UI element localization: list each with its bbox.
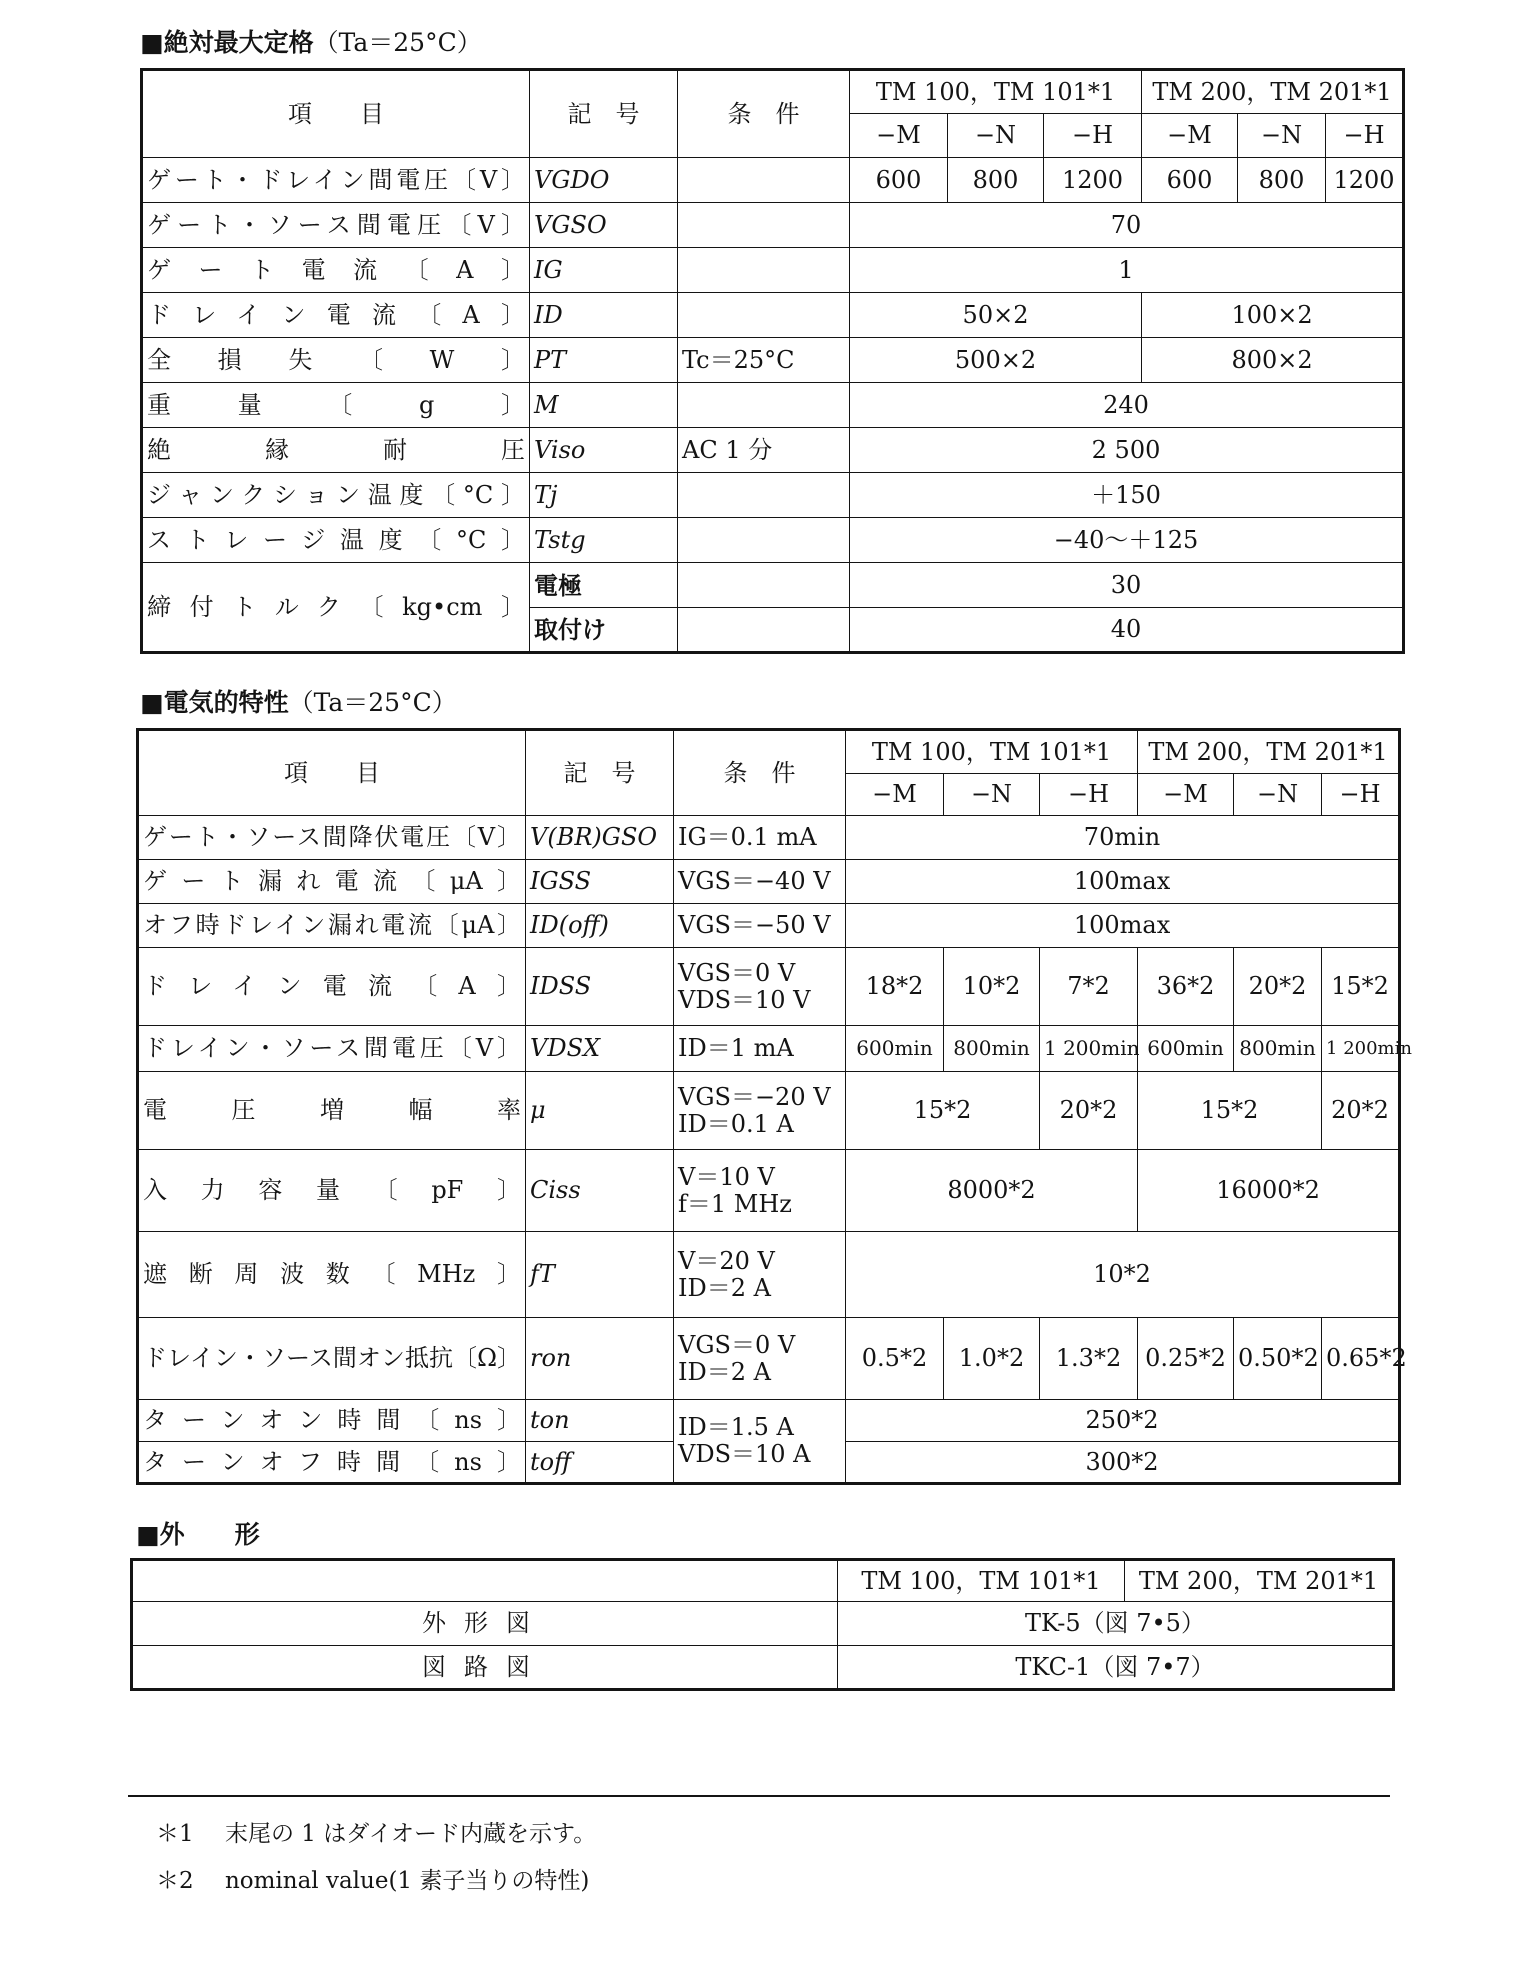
subheader-h: −H bbox=[1326, 114, 1404, 158]
row-item: 絶縁耐圧 bbox=[142, 428, 530, 473]
row-value: 500×2 bbox=[850, 338, 1142, 383]
table-row bbox=[142, 428, 1404, 473]
row-item: 締付トルク〔kg•cm〕 bbox=[142, 563, 530, 653]
table-row bbox=[132, 1646, 1394, 1690]
footnote-mark: ＊2 bbox=[156, 1868, 194, 1894]
condition-line: V＝20 V bbox=[678, 1246, 775, 1275]
row-value: 20*2 bbox=[1234, 948, 1322, 1026]
condition-line: ID＝1 mA bbox=[678, 1034, 794, 1062]
row-item: ドレイン・ソース間オン抵抗〔Ω〕 bbox=[138, 1318, 526, 1400]
row-symbol: ron bbox=[526, 1318, 674, 1400]
condition-line: V＝10 V bbox=[678, 1162, 775, 1191]
row-value: 7*2 bbox=[1040, 948, 1138, 1026]
row-value: 15*2 bbox=[1138, 1072, 1322, 1150]
table-row bbox=[138, 948, 1400, 1026]
abs-max-title: ■絶対最大定格 bbox=[140, 28, 314, 57]
footnote-text: nominal value(1 素子当りの特性) bbox=[224, 1868, 590, 1894]
row-condition bbox=[678, 158, 850, 203]
row-item: ゲート漏れ電流〔μA〕 bbox=[138, 860, 526, 904]
table-row bbox=[142, 383, 1404, 428]
abs-max-section-title bbox=[140, 28, 482, 58]
row-symbol: PT bbox=[530, 338, 678, 383]
subheader-m: −M bbox=[1138, 774, 1234, 816]
footnote-1 bbox=[156, 1815, 596, 1848]
row-symbol: VGDO bbox=[530, 158, 678, 203]
table-row bbox=[138, 1026, 1400, 1072]
outline-value: TK-5（図 7•5） bbox=[838, 1602, 1394, 1646]
row-value: 10*2 bbox=[944, 948, 1040, 1026]
row-value: 0.25*2 bbox=[1138, 1318, 1234, 1400]
row-symbol: IG bbox=[530, 248, 678, 293]
table-row bbox=[142, 293, 1404, 338]
row-condition bbox=[678, 608, 850, 653]
condition-line: VDS＝10 V bbox=[678, 985, 811, 1014]
row-condition bbox=[674, 904, 846, 948]
table-row bbox=[142, 473, 1404, 518]
header-item: 項 目 bbox=[142, 70, 530, 158]
subheader-h: −H bbox=[1044, 114, 1142, 158]
elec-condition: （Ta＝25°C） bbox=[288, 688, 457, 717]
condition-line: VGS＝−50 V bbox=[678, 911, 831, 939]
row-symbol: VDSX bbox=[526, 1026, 674, 1072]
header-group-2: TM 200，TM 201*1 bbox=[1138, 730, 1400, 774]
row-value: 100max bbox=[846, 904, 1400, 948]
row-value: 1.0*2 bbox=[944, 1318, 1040, 1400]
row-value: 0.65*2 bbox=[1322, 1318, 1400, 1400]
condition-line: ID＝0.1 A bbox=[678, 1109, 794, 1138]
row-item: 入力容量〔pF〕 bbox=[138, 1150, 526, 1232]
row-condition bbox=[674, 860, 846, 904]
row-item: 重量〔g〕 bbox=[142, 383, 530, 428]
row-value: 1.3*2 bbox=[1040, 1318, 1138, 1400]
row-symbol: Viso bbox=[530, 428, 678, 473]
outline-col-2: TM 200，TM 201*1 bbox=[1125, 1560, 1394, 1602]
header-condition: 条 件 bbox=[678, 70, 850, 158]
row-condition bbox=[674, 1318, 846, 1400]
row-item: ゲート電流〔A〕 bbox=[142, 248, 530, 293]
header-group-1: TM 100，TM 101*1 bbox=[846, 730, 1138, 774]
row-value: 10*2 bbox=[846, 1232, 1400, 1318]
condition-line: VGS＝−40 V bbox=[678, 867, 831, 895]
row-value: 8000*2 bbox=[846, 1150, 1138, 1232]
table-row bbox=[138, 860, 1400, 904]
table-row bbox=[138, 1400, 1400, 1442]
row-condition bbox=[678, 248, 850, 293]
subheader-m: −M bbox=[850, 114, 948, 158]
row-item: ジャンクション温度〔°C〕 bbox=[142, 473, 530, 518]
row-symbol: IGSS bbox=[526, 860, 674, 904]
row-value: 0.50*2 bbox=[1234, 1318, 1322, 1400]
row-item: 電圧増幅率 bbox=[138, 1072, 526, 1150]
row-item: 遮断周波数〔MHz〕 bbox=[138, 1232, 526, 1318]
row-value: 1200 bbox=[1326, 158, 1404, 203]
row-value: 800min bbox=[1234, 1026, 1322, 1072]
row-symbol: IDSS bbox=[526, 948, 674, 1026]
table-row bbox=[138, 1232, 1400, 1318]
table-row bbox=[138, 1072, 1400, 1150]
row-condition bbox=[678, 383, 850, 428]
table-row bbox=[138, 816, 1400, 860]
subheader-n: −N bbox=[1238, 114, 1326, 158]
row-value: 16000*2 bbox=[1138, 1150, 1400, 1232]
header-symbol: 記 号 bbox=[530, 70, 678, 158]
outline-label: 図路図 bbox=[132, 1646, 838, 1690]
row-value: 70 bbox=[850, 203, 1404, 248]
row-value: 800 bbox=[948, 158, 1044, 203]
row-condition bbox=[678, 293, 850, 338]
abs-max-condition: （Ta＝25°C） bbox=[313, 28, 482, 57]
row-value: 600 bbox=[850, 158, 948, 203]
abs-max-table bbox=[140, 68, 1405, 654]
row-value: 1 200min bbox=[1322, 1026, 1400, 1072]
row-symbol: V(BR)GSO bbox=[526, 816, 674, 860]
row-item: 全損失〔W〕 bbox=[142, 338, 530, 383]
row-item: オフ時ドレイン漏れ電流〔μA〕 bbox=[138, 904, 526, 948]
condition-line: VDS＝10 A bbox=[678, 1440, 811, 1468]
row-symbol: Tstg bbox=[530, 518, 678, 563]
row-item: ターンオフ時間〔ns〕 bbox=[138, 1442, 526, 1484]
outline-label: 外形図 bbox=[132, 1602, 838, 1646]
condition-line: ID＝1.5 A bbox=[678, 1413, 794, 1441]
row-symbol: fT bbox=[526, 1232, 674, 1318]
row-value: 70min bbox=[846, 816, 1400, 860]
row-value: 20*2 bbox=[1040, 1072, 1138, 1150]
row-value: 800 bbox=[1238, 158, 1326, 203]
table-row bbox=[132, 1602, 1394, 1646]
outline-value: TKC-1（図 7•7） bbox=[838, 1646, 1394, 1690]
row-value: 30 bbox=[850, 563, 1404, 608]
row-item: ゲート・ソース間電圧〔V〕 bbox=[142, 203, 530, 248]
footnote-text: 末尾の 1 はダイオード内蔵を示す。 bbox=[224, 1821, 597, 1847]
row-condition bbox=[674, 1232, 846, 1318]
condition-line: f＝1 MHz bbox=[678, 1189, 792, 1218]
subheader-n: −N bbox=[1234, 774, 1322, 816]
row-value: 100×2 bbox=[1142, 293, 1404, 338]
row-value: 800×2 bbox=[1142, 338, 1404, 383]
row-value: 36*2 bbox=[1138, 948, 1234, 1026]
row-value: 300*2 bbox=[846, 1442, 1400, 1484]
row-condition bbox=[674, 1150, 846, 1232]
table-row bbox=[138, 904, 1400, 948]
row-value: 240 bbox=[850, 383, 1404, 428]
row-symbol: μ bbox=[526, 1072, 674, 1150]
row-value: 0.5*2 bbox=[846, 1318, 944, 1400]
subheader-h: −H bbox=[1040, 774, 1138, 816]
table-row bbox=[142, 248, 1404, 293]
row-value: 100max bbox=[846, 860, 1400, 904]
outline-table bbox=[130, 1558, 1395, 1691]
row-condition bbox=[674, 1400, 846, 1484]
row-symbol: toff bbox=[526, 1442, 674, 1484]
elec-section-title bbox=[140, 688, 457, 718]
row-item: ゲート・ソース間降伏電圧〔V〕 bbox=[138, 816, 526, 860]
row-value: 600min bbox=[1138, 1026, 1234, 1072]
header-symbol: 記 号 bbox=[526, 730, 674, 816]
table-row bbox=[142, 158, 1404, 203]
elec-title: ■電気的特性 bbox=[140, 688, 289, 717]
row-condition bbox=[678, 473, 850, 518]
outline-corner bbox=[132, 1560, 838, 1602]
row-symbol: VGSO bbox=[530, 203, 678, 248]
footnote-divider bbox=[128, 1795, 1390, 1797]
row-value: 50×2 bbox=[850, 293, 1142, 338]
row-value: 15*2 bbox=[1322, 948, 1400, 1026]
row-item: ドレイン電流〔A〕 bbox=[142, 293, 530, 338]
condition-line: VGS＝0 V bbox=[678, 1330, 796, 1359]
row-value: 15*2 bbox=[846, 1072, 1040, 1150]
outline-section-title bbox=[136, 1520, 260, 1550]
outline-title: ■外 形 bbox=[136, 1520, 260, 1549]
row-condition: Tc＝25°C bbox=[678, 338, 850, 383]
subheader-m: −M bbox=[1142, 114, 1238, 158]
row-value: 2 500 bbox=[850, 428, 1404, 473]
condition-line: VGS＝−20 V bbox=[678, 1082, 831, 1111]
row-symbol: Tj bbox=[530, 473, 678, 518]
row-value: ＋150 bbox=[850, 473, 1404, 518]
condition-line: VGS＝0 V bbox=[678, 958, 796, 987]
table-row bbox=[138, 1318, 1400, 1400]
row-symbol: 取付け bbox=[530, 608, 678, 653]
subheader-h: −H bbox=[1322, 774, 1400, 816]
header-condition: 条 件 bbox=[674, 730, 846, 816]
row-item: ドレイン電流〔A〕 bbox=[138, 948, 526, 1026]
row-value: 800min bbox=[944, 1026, 1040, 1072]
header-item: 項 目 bbox=[138, 730, 526, 816]
header-group-1: TM 100，TM 101*1 bbox=[850, 70, 1142, 114]
footnote-mark: ＊1 bbox=[156, 1821, 194, 1847]
condition-line: ID＝2 A bbox=[678, 1357, 771, 1386]
row-symbol: ID(off) bbox=[526, 904, 674, 948]
row-item: ターンオン時間〔ns〕 bbox=[138, 1400, 526, 1442]
row-value: 18*2 bbox=[846, 948, 944, 1026]
row-item: ストレージ温度〔°C〕 bbox=[142, 518, 530, 563]
footnote-2 bbox=[156, 1862, 589, 1895]
row-symbol: Ciss bbox=[526, 1150, 674, 1232]
row-condition bbox=[678, 203, 850, 248]
row-value: 40 bbox=[850, 608, 1404, 653]
row-symbol: M bbox=[530, 383, 678, 428]
row-value: 600min bbox=[846, 1026, 944, 1072]
condition-line: IG＝0.1 mA bbox=[678, 823, 817, 851]
outline-col-1: TM 100，TM 101*1 bbox=[838, 1560, 1125, 1602]
row-symbol: 電極 bbox=[530, 563, 678, 608]
row-condition bbox=[674, 1026, 846, 1072]
condition-line: ID＝2 A bbox=[678, 1273, 771, 1302]
table-row bbox=[142, 518, 1404, 563]
subheader-n: −N bbox=[948, 114, 1044, 158]
row-value: 1 200min bbox=[1040, 1026, 1138, 1072]
table-row bbox=[142, 563, 1404, 608]
row-symbol: ID bbox=[530, 293, 678, 338]
table-row bbox=[142, 203, 1404, 248]
header-group-2: TM 200，TM 201*1 bbox=[1142, 70, 1404, 114]
row-value: −40〜＋125 bbox=[850, 518, 1404, 563]
row-condition bbox=[674, 816, 846, 860]
row-condition bbox=[674, 948, 846, 1026]
row-condition bbox=[674, 1072, 846, 1150]
subheader-m: −M bbox=[846, 774, 944, 816]
row-symbol: ton bbox=[526, 1400, 674, 1442]
electrical-table bbox=[136, 728, 1412, 1485]
table-row bbox=[142, 338, 1404, 383]
table-row bbox=[138, 1150, 1400, 1232]
row-item: ゲート・ドレイン間電圧〔V〕 bbox=[142, 158, 530, 203]
row-value: 600 bbox=[1142, 158, 1238, 203]
row-value: 250*2 bbox=[846, 1400, 1400, 1442]
row-value: 1200 bbox=[1044, 158, 1142, 203]
row-value: 20*2 bbox=[1322, 1072, 1400, 1150]
row-condition: AC 1 分 bbox=[678, 428, 850, 473]
row-value: 1 bbox=[850, 248, 1404, 293]
subheader-n: −N bbox=[944, 774, 1040, 816]
row-condition bbox=[678, 518, 850, 563]
row-condition bbox=[678, 563, 850, 608]
row-item: ドレイン・ソース間電圧〔V〕 bbox=[138, 1026, 526, 1072]
